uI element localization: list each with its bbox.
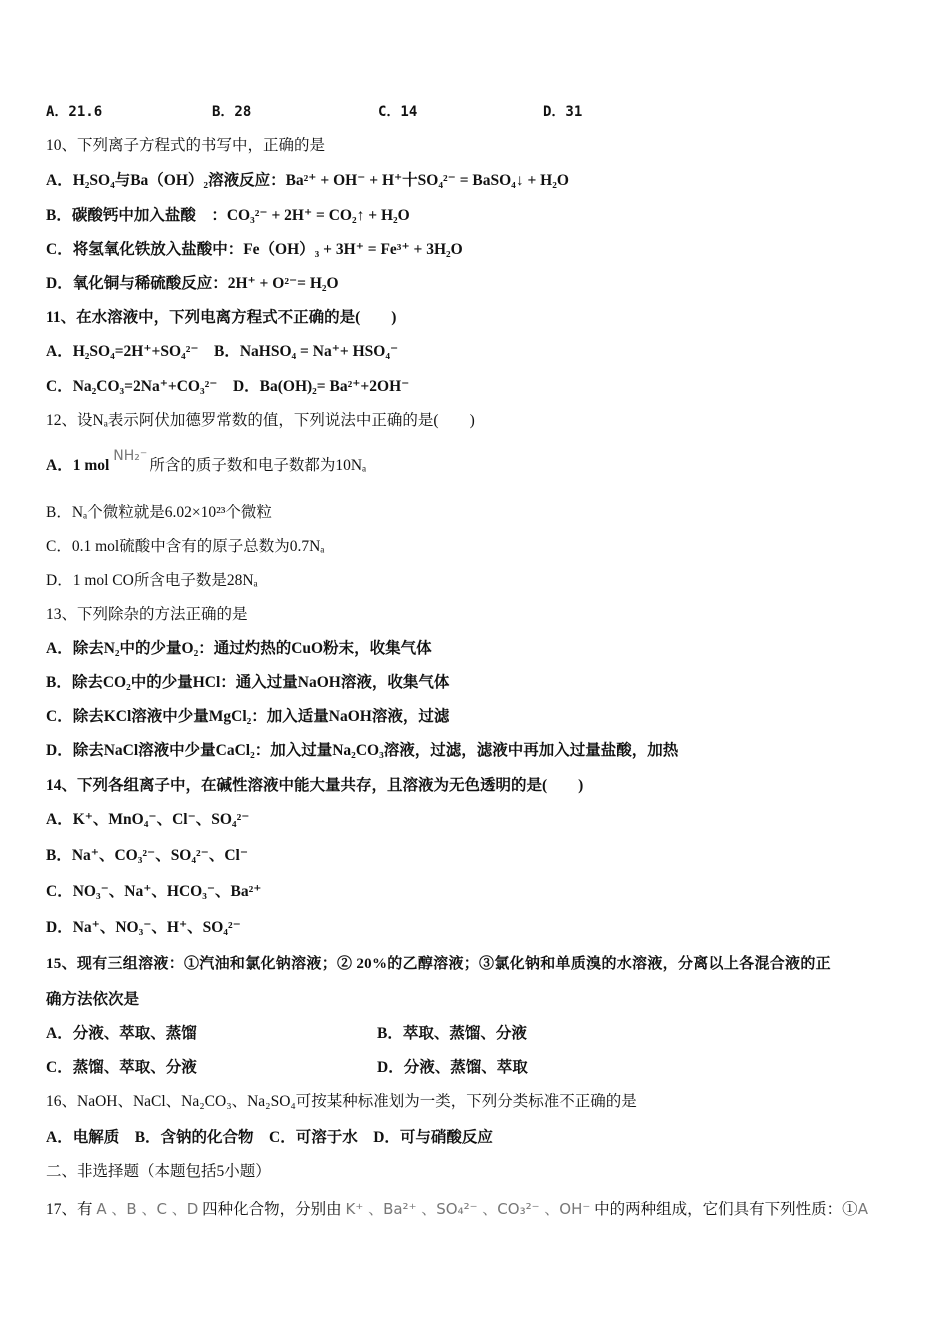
- q12-option-a-prefix: A．1 mol: [46, 457, 110, 474]
- q15-stem-line1: 15、现有三组溶液：①汽油和氯化钠溶液；② 20%的乙醇溶液；③氯化钠和单质溴的水溶液，分离以上各混合液的正: [46, 956, 831, 972]
- q10-stem: 10、下列离子方程式的书写中，正确的是: [46, 137, 326, 154]
- q15-stem-line2: 确方法依次是: [46, 991, 140, 1008]
- q17-ions: K⁺ 、Ba²⁺ 、SO₄²⁻ 、CO₃²⁻ 、OH⁻: [345, 1200, 591, 1218]
- q15-option-b: B．萃取、蒸馏、分液: [377, 1025, 527, 1042]
- q10-option-a: A．H₂SO₄与Ba（OH）₂溶液反应：Ba²⁺ + OH⁻ + H⁺十SO₄²⁻ = BaSO₄↓ + H₂O: [46, 172, 569, 189]
- q10-option-b: B．碳酸钙中加入盐酸 ：CO₃²⁻ + 2H⁺ = CO₂↑ + H₂O: [46, 207, 410, 224]
- q13-option-b: B．除去CO₂中的少量HCl：通入过量NaOH溶液，收集气体: [46, 674, 450, 691]
- q16-options: A．电解质 B．含钠的化合物 C．可溶于水 D．可与硝酸反应: [46, 1129, 493, 1146]
- q12-option-d: D．1 mol CO所含电子数是28Nₐ: [46, 572, 258, 589]
- q15-option-a: A．分液、萃取、蒸馏: [46, 1025, 197, 1042]
- q12-option-a: [46, 448, 367, 478]
- q13-option-a: A．除去N₂中的少量O₂：通过灼热的CuO粉末，收集气体: [46, 640, 432, 657]
- q12-option-a-text: 所含的质子数和电子数都为10Nₐ: [149, 457, 367, 474]
- q10-option-c: C．将氢氧化铁放入盐酸中：Fe（OH）₃ + 3H⁺ = Fe³⁺ + 3H₂O: [46, 241, 463, 258]
- q17-prefix: 17、有: [46, 1201, 93, 1218]
- q16-stem: 16、NaOH、NaCl、Na₂CO₃、Na₂SO₄可按某种标准划为一类，下列分类标准不正确的是: [46, 1093, 637, 1110]
- q9-option-c: [378, 102, 417, 124]
- q12-option-a-formula: NH₂⁻: [113, 448, 148, 464]
- q9-option-a-text: A．21.6: [46, 104, 103, 120]
- q13-option-c: C．除去KCl溶液中少量MgCl₂：加入适量NaOH溶液，过滤: [46, 708, 450, 725]
- q11-stem: 11、在水溶液中，下列电离方程式不正确的是( ): [46, 309, 397, 326]
- q10-option-d: D．氧化铜与稀硫酸反应：2H⁺ + O²⁻= H₂O: [46, 275, 339, 292]
- q9-option-d: [543, 102, 582, 124]
- q14-option-c: C．NO₃⁻、Na⁺、HCO₃⁻、Ba²⁺: [46, 883, 262, 900]
- q14-stem: 14、下列各组离子中，在碱性溶液中能大量共存，且溶液为无色透明的是( ): [46, 777, 584, 794]
- q9-option-a: [46, 102, 102, 124]
- q12-stem: 12、设Nₐ表示阿伏加德罗常数的值，下列说法中正确的是( ): [46, 412, 475, 429]
- section-heading: 二、非选择题（本题包括5小题）: [46, 1163, 271, 1180]
- q9-option-c-text: C．14: [378, 104, 418, 120]
- q14-option-b: B．Na⁺、CO₃²⁻、SO₄²⁻、Cl⁻: [46, 847, 249, 864]
- q17-post: 中的两种组成，它们具有下列性质：①: [594, 1201, 858, 1218]
- q9-option-d-text: D．31: [543, 104, 583, 120]
- q9-option-b: [212, 102, 251, 124]
- q12-option-b: B．Nₐ个微粒就是6.02×10²³个微粒: [46, 504, 272, 521]
- q11-options-cd: C．Na₂CO₃=2Na⁺+CO₃²⁻ D．Ba(OH)₂= Ba²⁺+2OH⁻: [46, 378, 410, 395]
- q17-letters: A 、B 、C 、D: [96, 1200, 199, 1218]
- q14-option-a: A．K⁺、MnO₄⁻、Cl⁻、SO₄²⁻: [46, 811, 250, 828]
- q12-option-c: C．0.1 mol硫酸中含有的原子总数为0.7Nₐ: [46, 538, 325, 555]
- q13-stem: 13、下列除杂的方法正确的是: [46, 606, 248, 623]
- q14-option-d: D．Na⁺、NO₃⁻、H⁺、SO₄²⁻: [46, 919, 241, 936]
- q15-option-c: C．蒸馏、萃取、分液: [46, 1059, 197, 1076]
- q17-mid: 四种化合物，分别由: [202, 1201, 342, 1218]
- q13-option-d: D．除去NaCl溶液中少量CaCl₂：加入过量Na₂CO₃溶液，过滤，滤液中再加入过量盐酸，加热: [46, 742, 679, 759]
- q11-options-ab: A．H₂SO₄=2H⁺+SO₄²⁻ B．NaHSO₄ = Na⁺+ HSO₄⁻: [46, 343, 399, 360]
- q9-option-b-text: B．28: [212, 104, 252, 120]
- q15-option-d: D．分液、蒸馏、萃取: [377, 1059, 528, 1076]
- q17-line: [46, 1199, 868, 1221]
- q17-end: A: [857, 1200, 868, 1218]
